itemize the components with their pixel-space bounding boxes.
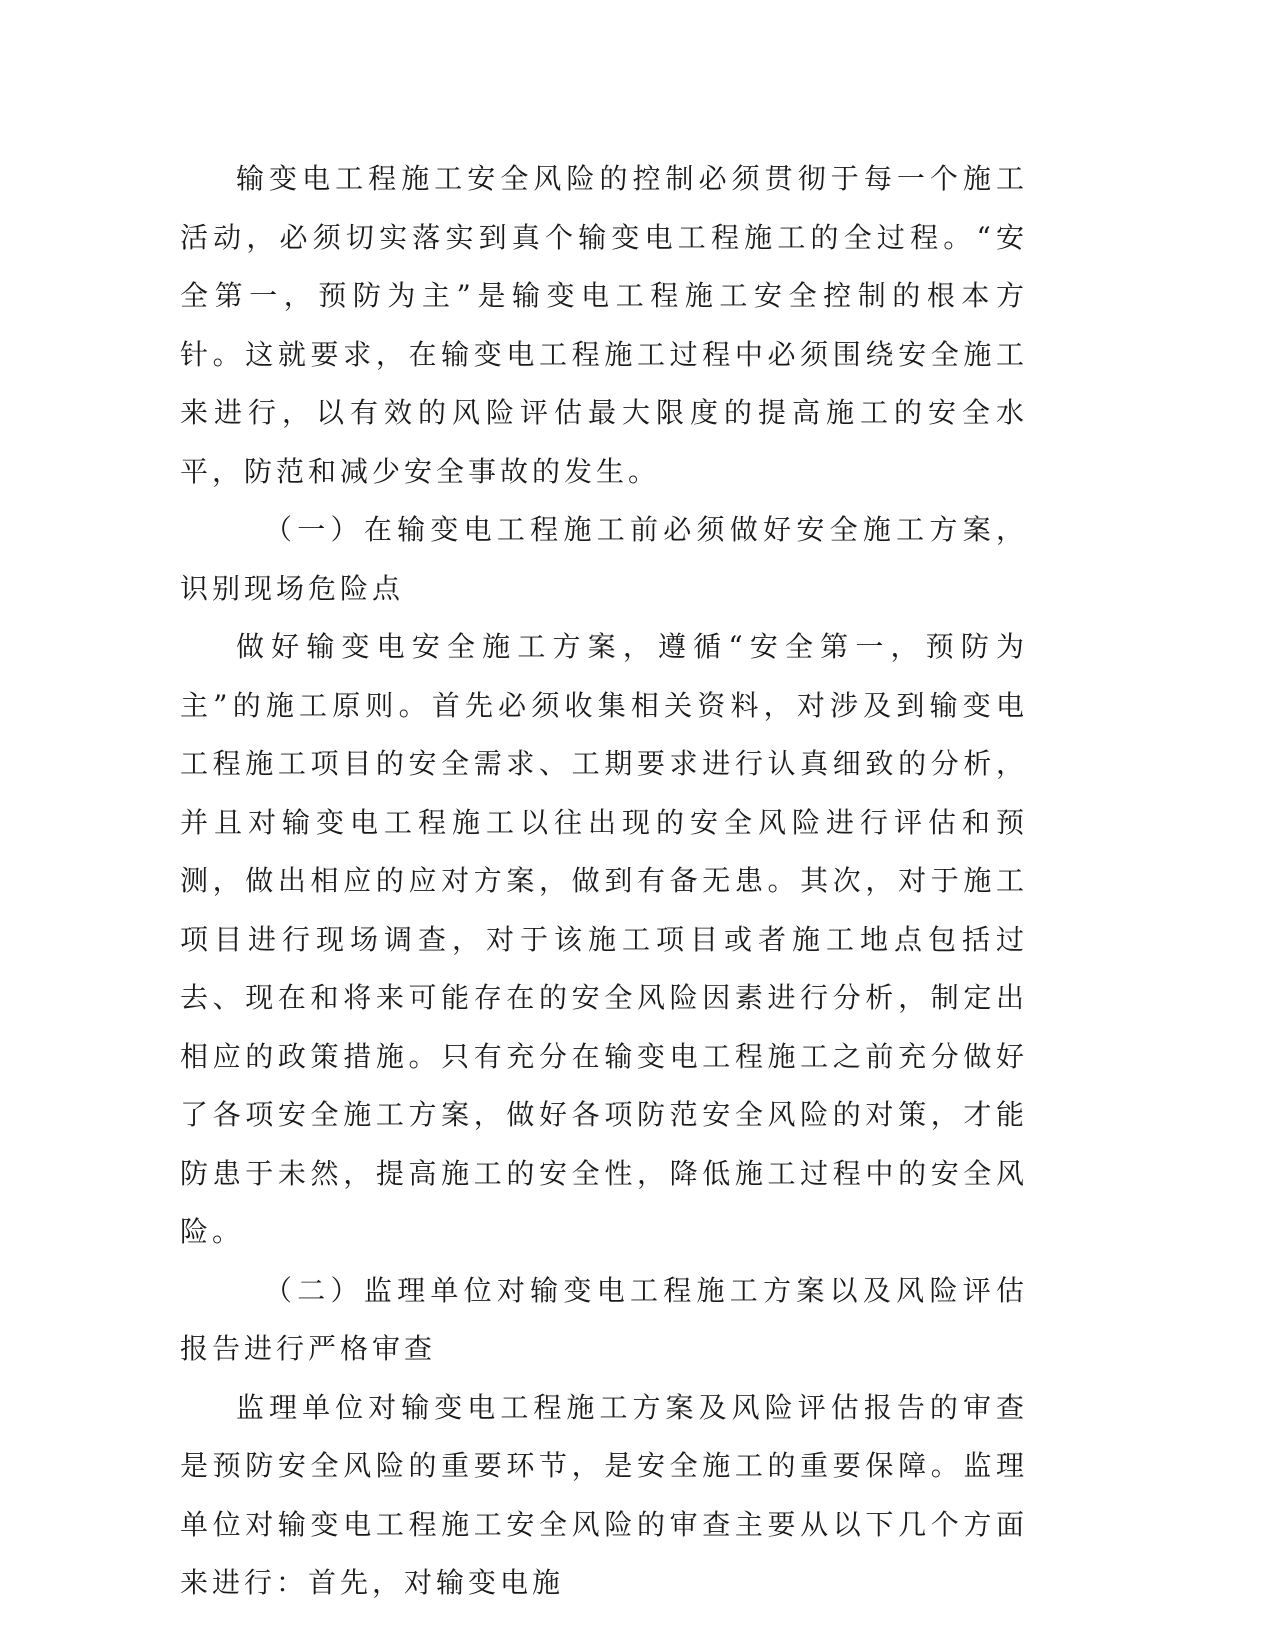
section-heading-1: （一）在输变电工程施工前必须做好安全施工方案，识别现场危险点 xyxy=(180,513,1028,605)
document-page xyxy=(180,150,1028,1613)
paragraph-intro: 输变电工程施工安全风险的控制必须贯彻于每一个施工活动，必须切实落实到真个输变电工程施工的全过程。“安全第一，预防为主”是输变电工程施工安全控制的根本方针。这就要求，在输变电工程施工过程中必须围绕安全施工来进行，以有效的风险评估最大限度的提高施工的安全水平，防范和减少安全事故的发生。 xyxy=(180,162,1028,488)
paragraph-section-2: 监理单位对输变电工程施工方案及风险评估报告的审查是预防安全风险的重要环节，是安全施工的重要保障。监理单位对输变电工程施工安全风险的审查主要从以下几个方面来进行：首先，对输变电施 xyxy=(180,1390,1028,1599)
section-heading-2: （二）监理单位对输变电工程施工方案以及风险评估报告进行严格审查 xyxy=(180,1273,1028,1365)
paragraph-section-1: 做好输变电安全施工方案，遵循“安全第一，预防为主”的施工原则。首先必须收集相关资料，对涉及到输变电工程施工项目的安全需求、工期要求进行认真细致的分析，并且对输变电工程施工以往出现的安全风险进行评估和预测，做出相应的应对方案，做到有备无患。其次，对于施工项目进行现场调查，对于该施工项目或者施工地点包括过去、现在和将来可能存在的安全风险因素进行分析，制定出相应的政策措施。只有充分在输变电工程施工之前充分做好了各项安全施工方案，做好各项防范安全风险的对策，才能防患于未然，提高施工的安全性，降低施工过程中的安全风险。 xyxy=(180,630,1028,1248)
